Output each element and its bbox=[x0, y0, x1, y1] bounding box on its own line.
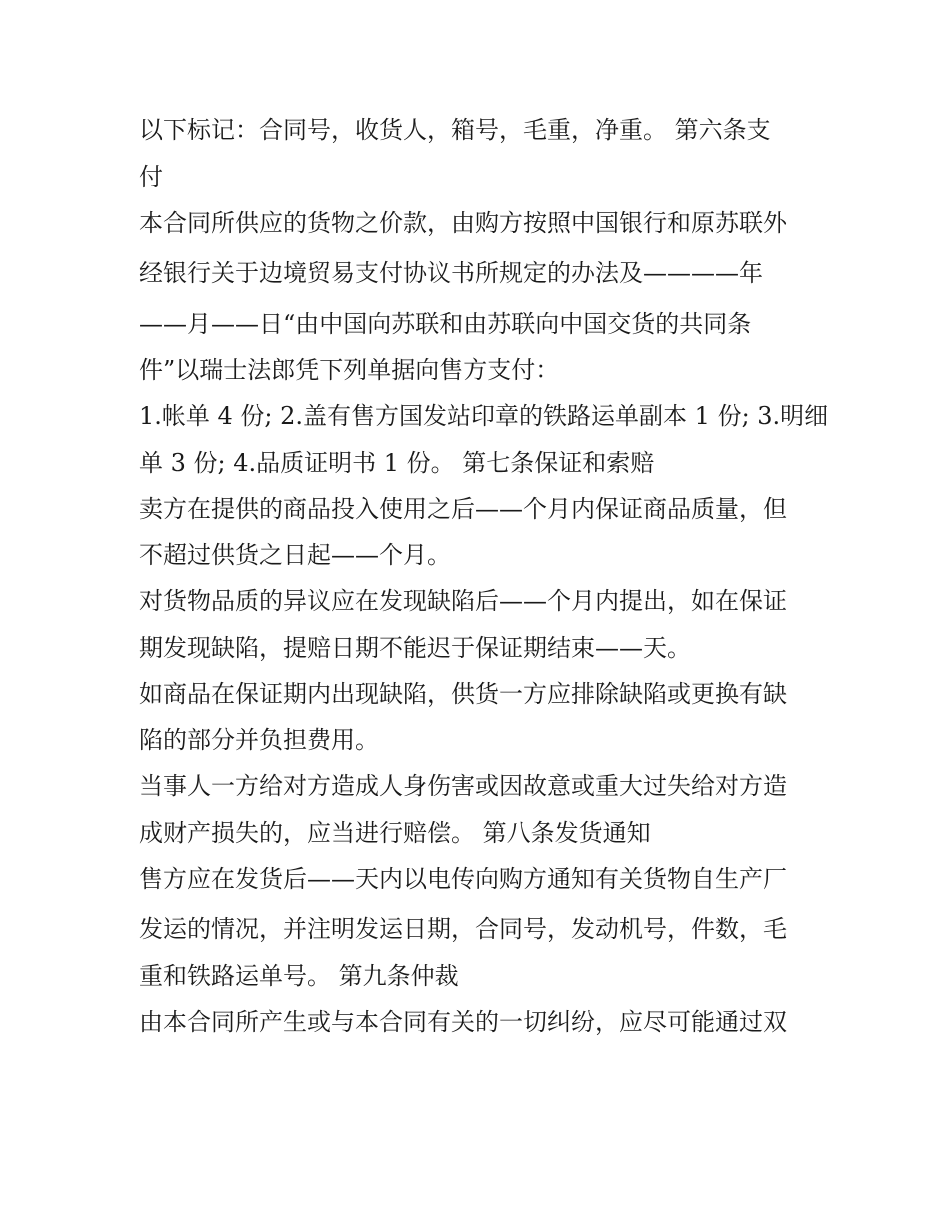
text-line: 当事人一方给对方造成人身伤害或因故意或重大过失给对方造 bbox=[139, 772, 787, 800]
text-line: 单 3 份; 4.品质证明书 1 份。 第七条保证和索赔 bbox=[139, 448, 655, 477]
text-line: 售方应在发货后——天内以电传向购方通知有关货物自生产厂 bbox=[139, 864, 787, 893]
text-line: 陷的部分并负担费用。 bbox=[139, 726, 379, 754]
text-line: 付 bbox=[139, 162, 163, 191]
text-line: ——月——日“由中国向苏联和由苏联向中国交货的共同条 bbox=[139, 309, 752, 338]
text-line: 期发现缺陷，提赔日期不能迟于保证期结束——天。 bbox=[139, 633, 691, 662]
text-line: 件”以瑞士法郎凭下列单据向售方支付： bbox=[139, 356, 560, 384]
text-line: 以下标记：合同号，收货人，箱号，毛重，净重。 第六条支 bbox=[139, 116, 771, 144]
text-line: 如商品在保证期内出现缺陷，供货一方应排除缺陷或更换有缺 bbox=[139, 679, 787, 708]
text-line: 重和铁路运单号。 第九条仲裁 bbox=[139, 961, 459, 990]
text-line: 卖方在提供的商品投入使用之后——个月内保证商品质量，但 bbox=[139, 494, 787, 523]
text-line: 成财产损失的，应当进行赔偿。 第八条发货通知 bbox=[139, 818, 651, 847]
document-body bbox=[139, 105, 829, 1047]
text-line: 发运的情况，并注明发运日期，合同号，发动机号，件数，毛 bbox=[139, 915, 787, 943]
text-line: 由本合同所产生或与本合同有关的一切纠纷，应尽可能通过双 bbox=[139, 1007, 787, 1036]
text-line: 对货物品质的异议应在发现缺陷后——个月内提出，如在保证 bbox=[139, 587, 787, 615]
text-line: 经银行关于边境贸易支付协议书所规定的办法及————年 bbox=[139, 259, 763, 287]
text-line: 不超过供货之日起——个月。 bbox=[139, 541, 451, 569]
text-line: 本合同所供应的货物之价款，由购方按照中国银行和原苏联外 bbox=[139, 208, 787, 237]
text-line: 1.帐单 4 份; 2.盖有售方国发站印章的铁路运单副本 1 份; 3.明细 bbox=[139, 402, 829, 430]
